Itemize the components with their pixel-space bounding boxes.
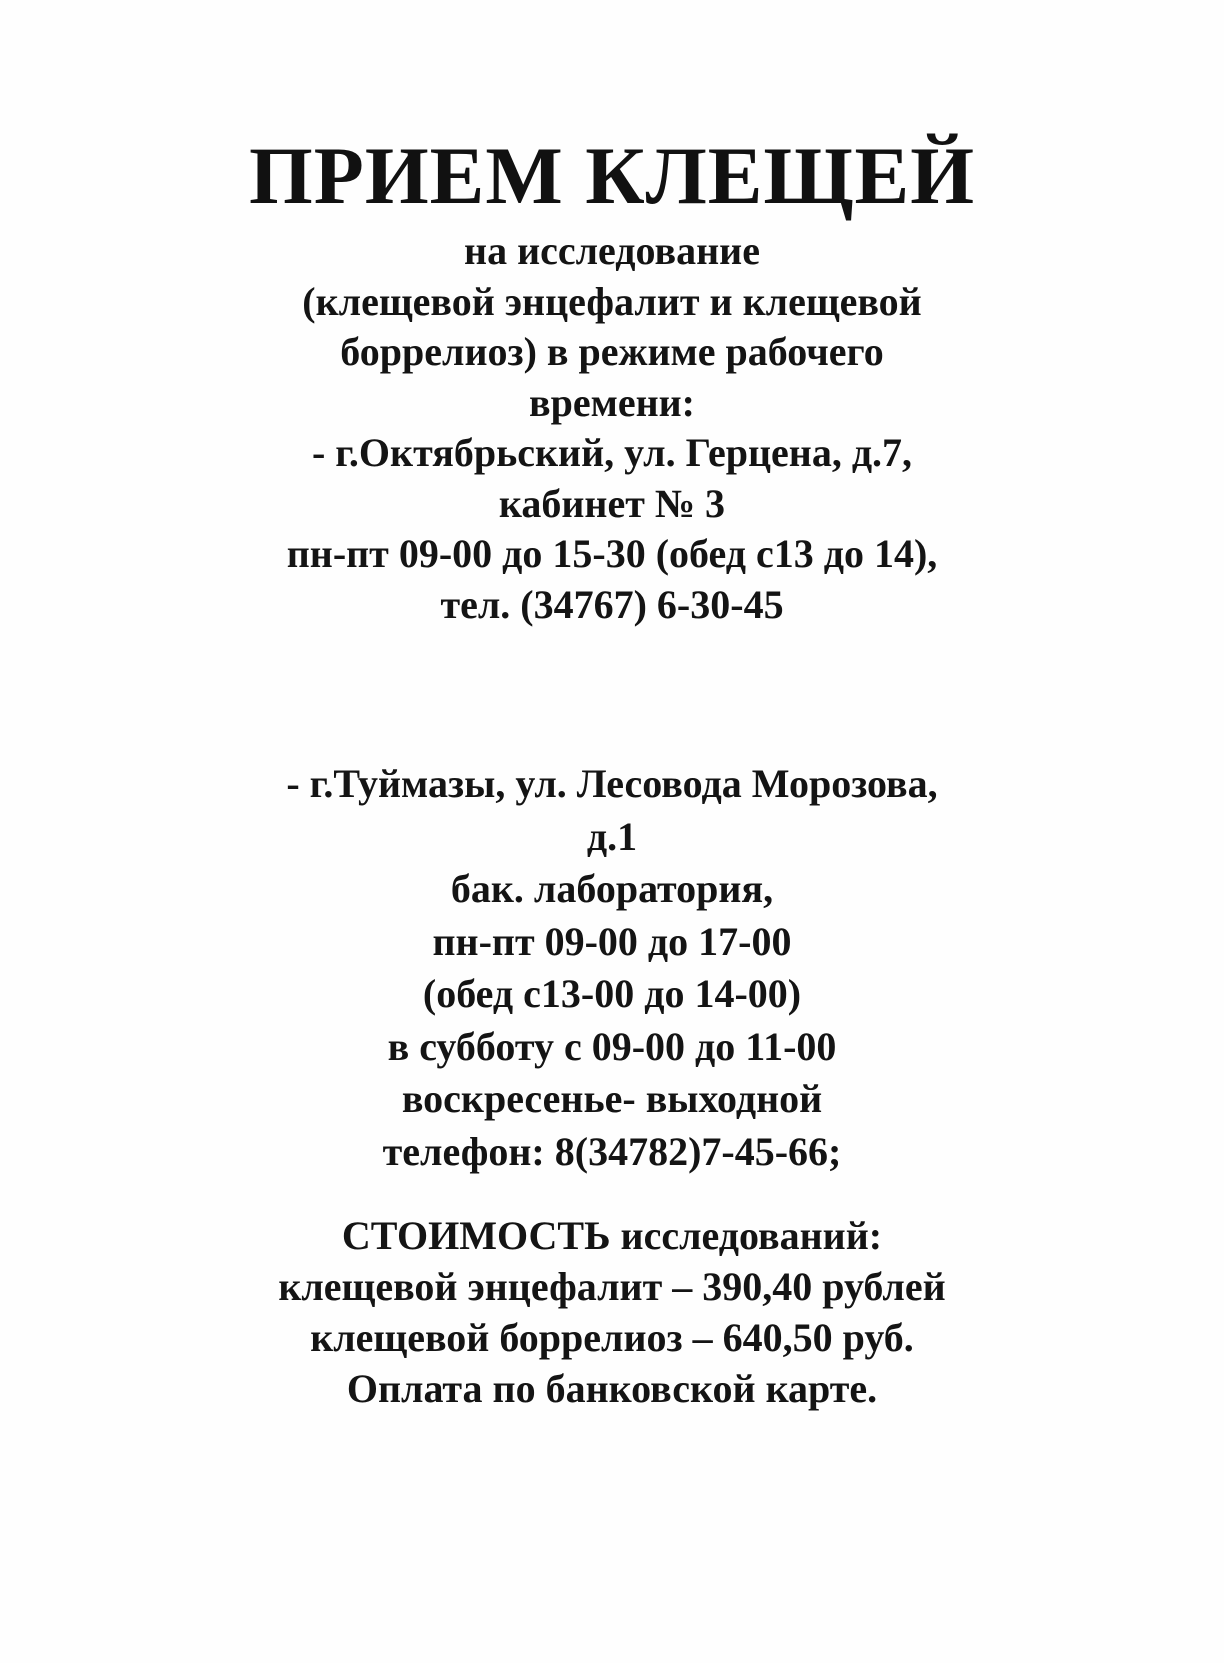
location2-saturday: в субботу с 09-00 до 11-00 bbox=[387, 1023, 837, 1069]
pricing-heading: СТОИМОСТЬ исследований: bbox=[341, 1213, 883, 1258]
location2-lunch: (обед с13-00 до 14-00) bbox=[422, 971, 802, 1016]
payment-note: Оплата по банковской карте. bbox=[346, 1366, 878, 1411]
location1-address-line-2: кабинет № 3 bbox=[498, 480, 726, 526]
intro-line-1: на исследование bbox=[464, 228, 760, 273]
location1-address-line-1: - г.Октябрьский, ул. Герцена, д.7, bbox=[311, 430, 913, 475]
title-text: ПРИЕМ КЛЕЩЕЙ bbox=[248, 130, 976, 221]
intro-line-4: времени: bbox=[528, 379, 695, 425]
location1-hours: пн-пт 09-00 до 15-30 (обед с13 до 14), bbox=[286, 531, 938, 576]
location2-hours: пн-пт 09-00 до 17-00 bbox=[432, 918, 792, 964]
location2-address-line-1: - г.Туймазы, ул. Лесовода Морозова, bbox=[286, 761, 938, 806]
intro-line-2: (клещевой энцефалит и клещевой bbox=[302, 278, 922, 324]
pricing-section bbox=[0, 1210, 1224, 1414]
location2-address-line-2: д.1 bbox=[586, 813, 638, 859]
location2-phone: телефон: 8(34782)7-45-66; bbox=[382, 1128, 842, 1174]
notice-title bbox=[0, 128, 1224, 224]
intro-line-3: боррелиоз) в режиме рабочего bbox=[340, 329, 884, 374]
location2-department: бак. лаборатория, bbox=[450, 866, 774, 911]
location2-sunday: воскресенье- выходной bbox=[401, 1076, 823, 1121]
intro-and-location-oktyabrsky bbox=[0, 226, 1224, 630]
price-encephalitis: клещевой энцефалит – 390,40 рублей bbox=[278, 1264, 946, 1309]
location1-phone: тел. (34767) 6-30-45 bbox=[440, 581, 784, 627]
price-borreliosis: клещевой боррелиоз – 640,50 руб. bbox=[310, 1315, 914, 1360]
location-tuymazy bbox=[0, 758, 1224, 1178]
